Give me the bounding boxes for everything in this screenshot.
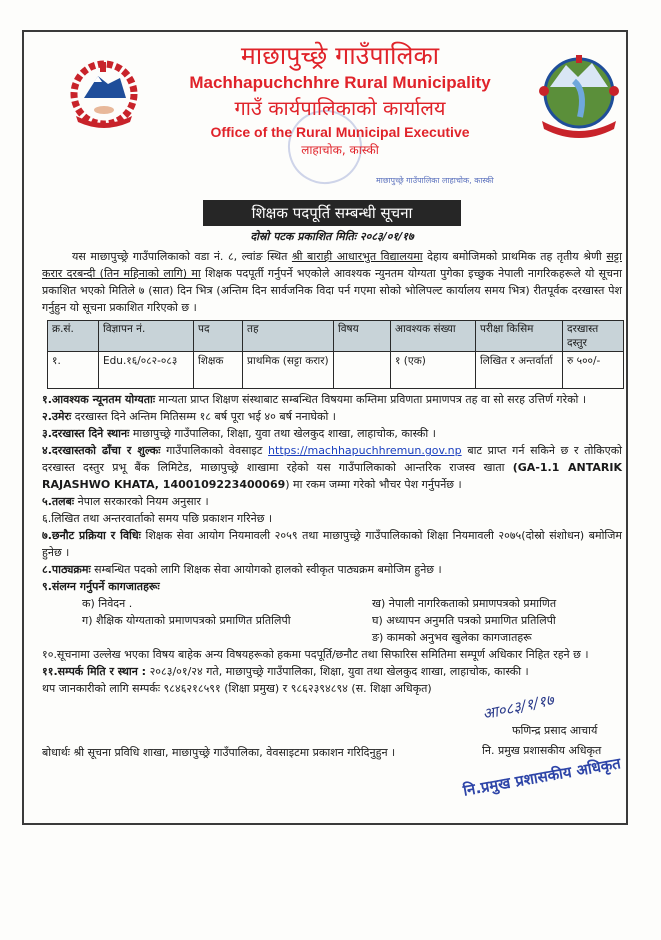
col-header-fee: दरखास्त दस्तुर [563,321,624,352]
document-item: क) निवेदन . [82,597,133,610]
item-text: २०८३/०१/२४ गते, माछापुच्छ्रे गाउँपालिका, शिक्षा, युवा तथा खेलकुद शाखा, लाहाचोक, कास्की । [146,665,529,678]
signer-name: फणिन्द्र प्रसाद आचार्य [512,724,598,737]
item-text: सम्बन्धित पदको लागि शिक्षक सेवा आयोगको हालको स्वीकृत पाठ्यक्रम बमोजिम हुनेछ । [90,563,442,576]
table-header-row [48,321,624,352]
col-header-post: पद [194,321,243,352]
document-spacer [82,629,372,646]
municipality-emblem-logo [534,51,624,146]
intro-text-2: देहाय बमोजिमको प्राथमिक तह तृतीय श्रेणी [422,250,607,263]
item-syllabus [42,561,622,578]
item-label: ३.दरखास्त दिने स्थानः [42,427,130,440]
document-item: ग) शैक्षिक योग्यताको प्रमाणपत्रको प्रमाणित प्रतिलिपी [82,614,291,627]
table-row [48,352,624,389]
col-header-subject: विषय [334,321,391,352]
item-contact-date [42,663,622,680]
school-name: श्री बाराही आधारभुत विद्यालयमा [291,250,423,263]
notice-title: शिक्षक पदपूर्ति सम्बन्धी सूचना [203,200,461,226]
document-item: घ) अध्यापन अनुमति पत्रको प्रमाणित प्रतिलिपी [372,614,556,627]
signature-scribble: आ०८३/१/१७ [480,690,556,724]
nepal-emblem-logo [68,56,140,132]
document-item: ङ) कामको अनुभव खुलेका कागजातहरू [372,631,532,644]
item-salary [42,493,622,510]
intro-paragraph [42,248,622,316]
item-text: मान्यता प्राप्त शिक्षण संस्थाबाट सम्बन्धित विषयमा कम्तिमा प्रविणता प्रमाणपत्र तह वा सो सरह उत्तिर्ण गरेको । [155,393,587,406]
signature-block [42,690,622,809]
item-text: शिक्षक सेवा आयोग नियमावली २०५९ तथा माछापुच्छ्रे गाउँपालिकाको शिक्षा नियमावली २०७५(दोस्रो संशोधन) बमोजिम हुनेछ । [42,529,623,559]
cell-ad-no: Edu.१६/०८२-०८३ [99,352,194,389]
office-name-np: गाउँ कार्यपालिकाको कार्यालय [234,96,446,120]
item-label: ४.दरखास्तको ढाँचा र शुल्कः [42,444,161,457]
item-text: माछापुच्छ्रे गाउँपालिका, शिक्षा, युवा तथा खेलकुद शाखा, लाहाचोक, कास्की । [129,427,436,440]
conditions-list [42,391,622,697]
publication-date: दोस्रो पटक प्रकाशित मितिः २०८३/०१/१७ [250,230,414,243]
signer-title: नि. प्रमुख प्रशासकीय अधिकृत [482,744,602,757]
cell-subject [334,352,391,389]
item-label: ७.छनौट प्रक्रिया र विधिः [42,529,141,542]
cell-fee: रु ५००/- [563,352,624,389]
item-form-fee [42,442,622,493]
letterhead [160,40,520,158]
item-exam-schedule: ६.लिखित तथा अन्तरवार्ताको समय पछि प्रकाशन गरिनेछ । [42,512,273,525]
col-header-level: तह [243,321,334,352]
office-address: लाहाचोक, कास्की [301,143,379,157]
item-label: २.उमेरः [42,410,72,423]
item-text: गाउँपालिकाको वेवसाइट [160,444,269,457]
municipality-name-en: Machhapuchchhre Rural Municipality [189,73,491,92]
item-label: ५.तलबः [42,495,75,508]
cell-level: प्राथमिक (सट्टा करार) [243,352,334,389]
item-label: ८.पाठ्यक्रमः [42,563,91,576]
designation-stamp: नि.प्रमुख प्रशासकीय अधिकृत [461,754,622,800]
document-border [22,30,628,825]
col-header-sn: क्र.सं. [48,321,99,352]
title-wrap [42,200,622,226]
municipality-name-np: माछापुच्छ्रे गाउँपालिका [240,41,440,70]
col-header-ad-no: विज्ञापन नं. [99,321,194,352]
website-link[interactable]: https://machhapuchhremun.gov.np [268,444,462,457]
vacancy-table [47,320,624,389]
cell-required-count: १ (एक) [391,352,476,389]
item-text: नेपाल सरकारको नियम अनुसार । [74,495,209,508]
cell-exam-type: लिखित र अन्तर्वार्ता [476,352,563,389]
item-documents [42,578,622,595]
item-authority: १०.सूचनामा उल्लेख भएका विषय बाहेक अन्य विषयहरूको हकमा पदपूर्ति/छनौट तथा सिफारिस समितिमा सम्पूर्ण अधिकार निहित रहने छ । [42,648,589,661]
col-header-exam-type: परीक्षा किसिम [476,321,563,352]
item-place [42,425,622,442]
cell-post: शिक्षक [194,352,243,389]
cell-sn: १. [48,352,99,389]
cc-note: बोधार्थः श्री सूचना प्रविधि शाखा, माछापुच्छ्रे गाउँपालिका, वेवसाइटमा प्रकाशन गरिदिनुहुन । [42,746,396,759]
contact-info: थप जानकारीको लागि सम्पर्कः ९८४६२१८५९१ (शिक्षा प्रमुख) र ९८६२३९४८९४ (स. शिक्षा अधिकृत) [42,682,432,695]
office-name-en: Office of the Rural Municipal Executive [210,124,470,140]
item-qualification [42,391,622,408]
item-label: ११.सम्पर्क मिति र स्थान : [42,665,147,678]
col-header-required-count: आवश्यक संख्या [391,321,476,352]
contract-type: सट्टा करार दरबन्दी (तिन महिनाको लागि) मा [42,250,622,280]
document-item: ख) नेपाली नागरिकताको प्रमाणपत्रको प्रमाणित [372,597,557,610]
item-selection [42,527,622,561]
intro-text-1: यस माछापुच्छ्रे गाउँपालिकाको वडा नं. ८, ल्वांङ स्थित [72,250,292,263]
item-label: १.आवश्यक न्यूनतम योग्यताः [42,393,156,406]
item-text: दरखास्त दिने अन्तिम मितिसम्म १८ बर्ष पूरा भई ४० बर्ष ननाघेको । [71,410,336,423]
intro-text-3: शिक्षक पदपूर्ती गर्नुपर्ने भएकोले आवश्यक न्युनतम योग्यता पुगेका इच्छुक नेपाली नागरिकहरूले यो सूचना प्रकाशित भएको मितिले ७ (सात) दिन भित्र (अन्तिम दिन सार्वजनिक विदा पर्न गएमा सोको भोलिपल्ट कार्यालय समय भित्र) रीतपूर्वक दरखास्त पेश गर्नुहुन यो सूचना प्रकाशित गरिएको छ । [42,267,622,314]
account-number: (GA-1.1 ANTARIK RAJASHWO KHATA, 1400109223400069 [42,461,622,491]
letterhead-area [42,38,622,196]
item-age [42,408,622,425]
item-text: ) मा रकम जम्मा गरेको भौचर पेश गर्नुपर्नेछ । [285,478,462,491]
documents-list [42,595,622,646]
item-text: बाट प्राप्त गर्न सकिने छ र तोकिएको दरखास्त दस्तुर प्रभू बैंक लिमिटेड, माछापुच्छ्रे शाखामा रहेको यस गाउँपालिकाको आन्तरिक राजस्व खाता [42,444,622,474]
office-seal-text: माछापुच्छ्रे गाउँपालिका लाहाचोक, कास्की [376,176,494,185]
item-label: ९.संलग्न गर्नुपर्ने कागजातहरूः [42,580,160,593]
